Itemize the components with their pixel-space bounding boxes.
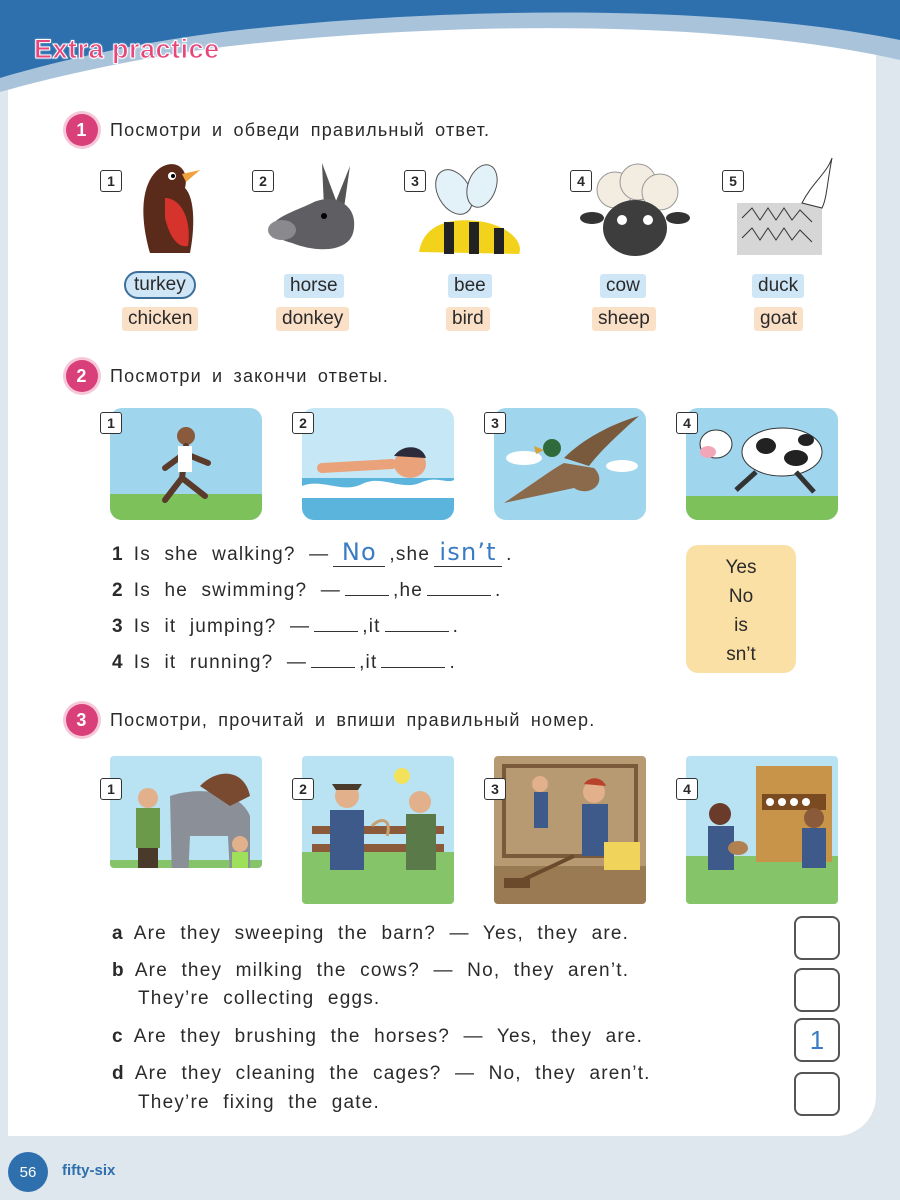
word-box-item: Yes xyxy=(725,557,757,578)
question-text: Is she walking? xyxy=(133,544,296,565)
sentence-text: Are they cleaning the cages? — No, they aren’t. xyxy=(134,1063,651,1084)
answer-blank-1[interactable] xyxy=(345,575,389,596)
pronoun: he xyxy=(399,580,423,601)
period: . xyxy=(506,544,513,565)
sentence-text: They’re fixing the gate. xyxy=(138,1092,381,1113)
goat-illustration xyxy=(732,158,842,258)
sentence-text: Are they milking the cows? — No, they aren’t. xyxy=(134,960,630,981)
picture-number: 4 xyxy=(570,170,592,192)
picture-number: 1 xyxy=(100,412,122,434)
answer-blank-1[interactable] xyxy=(314,611,358,632)
page-number-words: fifty-six xyxy=(62,1162,116,1179)
word-option-horse[interactable]: horse xyxy=(284,274,344,298)
sentence-letter: d xyxy=(112,1063,125,1084)
picture-number: 4 xyxy=(676,412,698,434)
word-option-donkey[interactable]: donkey xyxy=(276,307,349,331)
comma: , xyxy=(362,616,369,637)
word-option-sheep[interactable]: sheep xyxy=(592,307,656,331)
fixing-gate-photo xyxy=(302,756,454,904)
pronoun: it xyxy=(365,652,378,673)
jumping-cow-photo xyxy=(686,408,838,520)
sentence-text: Are they brushing the horses? — Yes, they are. xyxy=(133,1026,644,1047)
word-option-goat[interactable]: goat xyxy=(754,307,803,331)
answer-blank-1[interactable] xyxy=(311,647,355,668)
donkey-illustration xyxy=(262,158,372,258)
question-number: 1 xyxy=(112,544,124,565)
sweeping-barn-photo xyxy=(494,756,646,904)
answer-blank-2[interactable] xyxy=(385,611,449,632)
sentence-b xyxy=(112,960,629,982)
dash: — xyxy=(320,580,341,601)
question-line xyxy=(112,647,456,674)
dash: — xyxy=(309,544,330,565)
sentence-text: They’re collecting eggs. xyxy=(138,988,381,1009)
comma: , xyxy=(392,580,400,601)
word-option-cow[interactable]: cow xyxy=(600,274,646,298)
exercise-number-badge: 3 xyxy=(66,704,98,736)
period: . xyxy=(495,580,502,601)
sentence-text: Are they sweeping the barn? — Yes, they are. xyxy=(133,923,630,944)
question-text: Is he swimming? xyxy=(133,580,308,601)
picture-number: 2 xyxy=(292,778,314,800)
answer-blank-1[interactable]: No xyxy=(333,538,385,567)
swimming-boy-photo xyxy=(302,408,454,520)
picture-number: 2 xyxy=(292,412,314,434)
picture-number: 3 xyxy=(484,412,506,434)
picture-number: 1 xyxy=(100,778,122,800)
answer-blank-2[interactable] xyxy=(381,647,445,668)
word-option-turkey[interactable]: turkey xyxy=(124,271,196,299)
sentence-letter: a xyxy=(112,923,124,944)
pronoun: she xyxy=(395,544,431,565)
exercise-instruction: Посмотри, прочитай и впиши правильный номер. xyxy=(110,709,596,730)
dash: — xyxy=(290,616,311,637)
question-number: 3 xyxy=(112,616,124,637)
comma: , xyxy=(359,652,366,673)
exercise-number-badge: 2 xyxy=(66,360,98,392)
question-number: 2 xyxy=(112,580,124,601)
picture-number: 3 xyxy=(484,778,506,800)
exercise-number-badge: 1 xyxy=(66,114,98,146)
pronoun: it xyxy=(368,616,381,637)
turkey-illustration xyxy=(120,158,230,258)
sheep-illustration xyxy=(580,160,690,260)
collecting-eggs-photo xyxy=(686,756,838,904)
question-number: 4 xyxy=(112,652,124,673)
word-option-duck[interactable]: duck xyxy=(752,274,804,298)
picture-number: 5 xyxy=(722,170,744,192)
page-number-badge: 56 xyxy=(8,1152,48,1192)
bee-illustration xyxy=(414,162,524,262)
word-option-bee[interactable]: bee xyxy=(448,274,492,298)
exercise-instruction: Посмотри и обведи правильный ответ. xyxy=(110,119,491,140)
sentence-d-continuation xyxy=(138,1092,380,1114)
question-text: Is it jumping? xyxy=(133,616,277,637)
sentence-letter: c xyxy=(112,1026,124,1047)
brushing-horses-photo xyxy=(110,756,262,868)
question-line xyxy=(112,611,459,638)
period: . xyxy=(449,652,456,673)
word-box-item: No xyxy=(728,586,754,607)
sentence-d xyxy=(112,1063,651,1085)
dash: — xyxy=(286,652,308,673)
sentence-letter: b xyxy=(112,960,125,981)
exercise-1-heading xyxy=(66,114,490,146)
answer-blank-2[interactable] xyxy=(427,575,491,596)
running-girl-photo xyxy=(110,408,262,520)
exercise-2-heading xyxy=(66,360,389,392)
picture-number: 2 xyxy=(252,170,274,192)
answer-box-b[interactable] xyxy=(794,968,840,1012)
word-option-chicken[interactable]: chicken xyxy=(122,307,198,331)
answer-box-d[interactable] xyxy=(794,1072,840,1116)
question-line xyxy=(112,575,501,602)
sentence-a xyxy=(112,923,629,945)
question-line xyxy=(112,538,513,567)
word-box-item: sn’t xyxy=(726,644,756,665)
word-option-bird[interactable]: bird xyxy=(446,307,490,331)
period: . xyxy=(452,616,460,637)
answer-box-a[interactable] xyxy=(794,916,840,960)
comma: , xyxy=(389,544,396,565)
flying-duck-photo xyxy=(494,408,646,520)
word-box-item: is xyxy=(734,615,748,636)
picture-number: 4 xyxy=(676,778,698,800)
question-text: Is it running? xyxy=(133,652,274,673)
picture-number: 3 xyxy=(404,170,426,192)
sentence-b-continuation xyxy=(138,988,380,1010)
answer-blank-2[interactable]: isn’t xyxy=(434,538,502,567)
exercise-instruction: Посмотри и закончи ответы. xyxy=(110,365,390,386)
picture-number: 1 xyxy=(100,170,122,192)
exercise-3-heading xyxy=(66,704,595,736)
sentence-c xyxy=(112,1026,643,1048)
answer-box-c[interactable]: 1 xyxy=(794,1018,840,1062)
word-box xyxy=(686,545,796,673)
page-title: Extra practice xyxy=(34,34,220,64)
